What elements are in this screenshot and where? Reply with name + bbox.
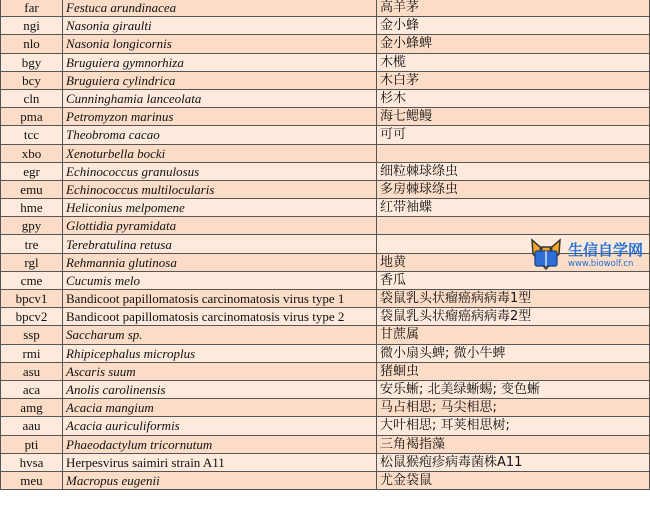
- table-row: [1, 108, 650, 126]
- table-row: [1, 162, 650, 180]
- latin-name-cell: Cunninghamia lanceolata: [63, 89, 377, 107]
- table-row: [1, 217, 650, 235]
- chinese-name-cell: 金小蜂蜱: [377, 35, 650, 53]
- abbreviation-cell: xbo: [1, 144, 63, 162]
- abbreviation-cell: bcy: [1, 71, 63, 89]
- chinese-name-cell: 香瓜: [377, 271, 650, 289]
- table-row: [1, 290, 650, 308]
- latin-name-cell: Bruguiera cylindrica: [63, 71, 377, 89]
- latin-name-cell: Rhipicephalus microplus: [63, 344, 377, 362]
- chinese-name-cell: 杉木: [377, 89, 650, 107]
- latin-name-cell: Xenoturbella bocki: [63, 144, 377, 162]
- abbreviation-cell: pti: [1, 435, 63, 453]
- chinese-name-cell: [377, 144, 650, 162]
- latin-name-cell: Acacia auriculiformis: [63, 417, 377, 435]
- abbreviation-cell: bpcv2: [1, 308, 63, 326]
- chinese-name-cell: 高羊茅: [377, 0, 650, 17]
- latin-name-cell: Phaeodactylum tricornutum: [63, 435, 377, 453]
- table-row: [1, 71, 650, 89]
- wolf-logo-icon: [528, 236, 564, 274]
- abbreviation-cell: ssp: [1, 326, 63, 344]
- latin-name-cell: Cucumis melo: [63, 271, 377, 289]
- chinese-name-cell: 可可: [377, 126, 650, 144]
- watermark: [528, 236, 643, 274]
- latin-name-cell: Ascaris suum: [63, 362, 377, 380]
- table-row: [1, 399, 650, 417]
- table-row: [1, 199, 650, 217]
- abbreviation-cell: rgl: [1, 253, 63, 271]
- table-row: [1, 144, 650, 162]
- chinese-name-cell: 袋鼠乳头状瘤癌病病毒1型: [377, 290, 650, 308]
- abbreviation-cell: asu: [1, 362, 63, 380]
- table-row: [1, 53, 650, 71]
- table-row: [1, 180, 650, 198]
- chinese-name-cell: 木榄: [377, 53, 650, 71]
- abbreviation-cell: gpy: [1, 217, 63, 235]
- latin-name-cell: Saccharum sp.: [63, 326, 377, 344]
- latin-name-cell: Nasonia longicornis: [63, 35, 377, 53]
- latin-name-cell: Rehmannia glutinosa: [63, 253, 377, 271]
- latin-name-cell: Glottidia pyramidata: [63, 217, 377, 235]
- abbreviation-cell: aca: [1, 380, 63, 398]
- chinese-name-cell: 猪蛔虫: [377, 362, 650, 380]
- table-row: [1, 344, 650, 362]
- table-row: [1, 35, 650, 53]
- chinese-name-cell: 松鼠猴疱疹病毒菌株A11: [377, 453, 650, 471]
- latin-name-cell: Heliconius melpomene: [63, 199, 377, 217]
- table-row: [1, 17, 650, 35]
- abbreviation-cell: ngi: [1, 17, 63, 35]
- abbreviation-cell: hme: [1, 199, 63, 217]
- table-row: [1, 453, 650, 471]
- latin-name-cell: Nasonia giraulti: [63, 17, 377, 35]
- table-row: [1, 380, 650, 398]
- chinese-name-cell: 大叶相思; 耳荚相思树;: [377, 417, 650, 435]
- chinese-name-cell: [377, 217, 650, 235]
- chinese-name-cell: 安乐蜥; 北美绿蜥蜴; 变色蜥: [377, 380, 650, 398]
- abbreviation-cell: bgy: [1, 53, 63, 71]
- chinese-name-cell: 三角褐指藻: [377, 435, 650, 453]
- table-row: [1, 417, 650, 435]
- abbreviation-cell: rmi: [1, 344, 63, 362]
- chinese-name-cell: 金小蜂: [377, 17, 650, 35]
- latin-name-cell: Echinococcus multilocularis: [63, 180, 377, 198]
- abbreviation-cell: nlo: [1, 35, 63, 53]
- latin-name-cell: Macropus eugenii: [63, 471, 377, 489]
- watermark-title: 生信自学网: [568, 240, 644, 259]
- latin-name-cell: Bandicoot papillomatosis carcinomatosis virus type 1: [63, 290, 377, 308]
- latin-name-cell: Anolis carolinensis: [63, 380, 377, 398]
- latin-name-cell: Theobroma cacao: [63, 126, 377, 144]
- abbreviation-cell: amg: [1, 399, 63, 417]
- latin-name-cell: Terebratulina retusa: [63, 235, 377, 253]
- abbreviation-cell: meu: [1, 471, 63, 489]
- chinese-name-cell: 细粒棘球绦虫: [377, 162, 650, 180]
- latin-name-cell: Acacia mangium: [63, 399, 377, 417]
- abbreviation-cell: far: [1, 0, 63, 17]
- chinese-name-cell: 尤金袋鼠: [377, 471, 650, 489]
- table-row: [1, 89, 650, 107]
- chinese-name-cell: 马占相思; 马尖相思;: [377, 399, 650, 417]
- table-row: [1, 126, 650, 144]
- abbreviation-cell: tre: [1, 235, 63, 253]
- abbreviation-cell: cme: [1, 271, 63, 289]
- chinese-name-cell: 袋鼠乳头状瘤癌病病毒2型: [377, 308, 650, 326]
- latin-name-cell: Bruguiera gymnorhiza: [63, 53, 377, 71]
- table-row: [1, 0, 650, 17]
- chinese-name-cell: 地黄: [377, 253, 650, 271]
- abbreviation-cell: pma: [1, 108, 63, 126]
- chinese-name-cell: 海七鳃鳗: [377, 108, 650, 126]
- abbreviation-cell: tcc: [1, 126, 63, 144]
- watermark-url: www.biowolf.cn: [568, 258, 634, 269]
- latin-name-cell: Petromyzon marinus: [63, 108, 377, 126]
- table-row: [1, 362, 650, 380]
- abbreviation-cell: egr: [1, 162, 63, 180]
- abbreviation-cell: bpcv1: [1, 290, 63, 308]
- latin-name-cell: Herpesvirus saimiri strain A11: [63, 453, 377, 471]
- chinese-name-cell: 微小扇头蜱; 微小牛蜱: [377, 344, 650, 362]
- latin-name-cell: Echinococcus granulosus: [63, 162, 377, 180]
- abbreviation-cell: aau: [1, 417, 63, 435]
- chinese-name-cell: 多房棘球绦虫: [377, 180, 650, 198]
- table-row: [1, 326, 650, 344]
- abbreviation-cell: emu: [1, 180, 63, 198]
- latin-name-cell: Festuca arundinacea: [63, 0, 377, 17]
- table-row: [1, 271, 650, 289]
- chinese-name-cell: 木白茅: [377, 71, 650, 89]
- table-row: [1, 435, 650, 453]
- chinese-name-cell: 甘蔗属: [377, 326, 650, 344]
- table-row: [1, 308, 650, 326]
- abbreviation-cell: cln: [1, 89, 63, 107]
- chinese-name-cell: 红带袖蝶: [377, 199, 650, 217]
- abbreviation-cell: hvsa: [1, 453, 63, 471]
- table-row: [1, 471, 650, 489]
- latin-name-cell: Bandicoot papillomatosis carcinomatosis virus type 2: [63, 308, 377, 326]
